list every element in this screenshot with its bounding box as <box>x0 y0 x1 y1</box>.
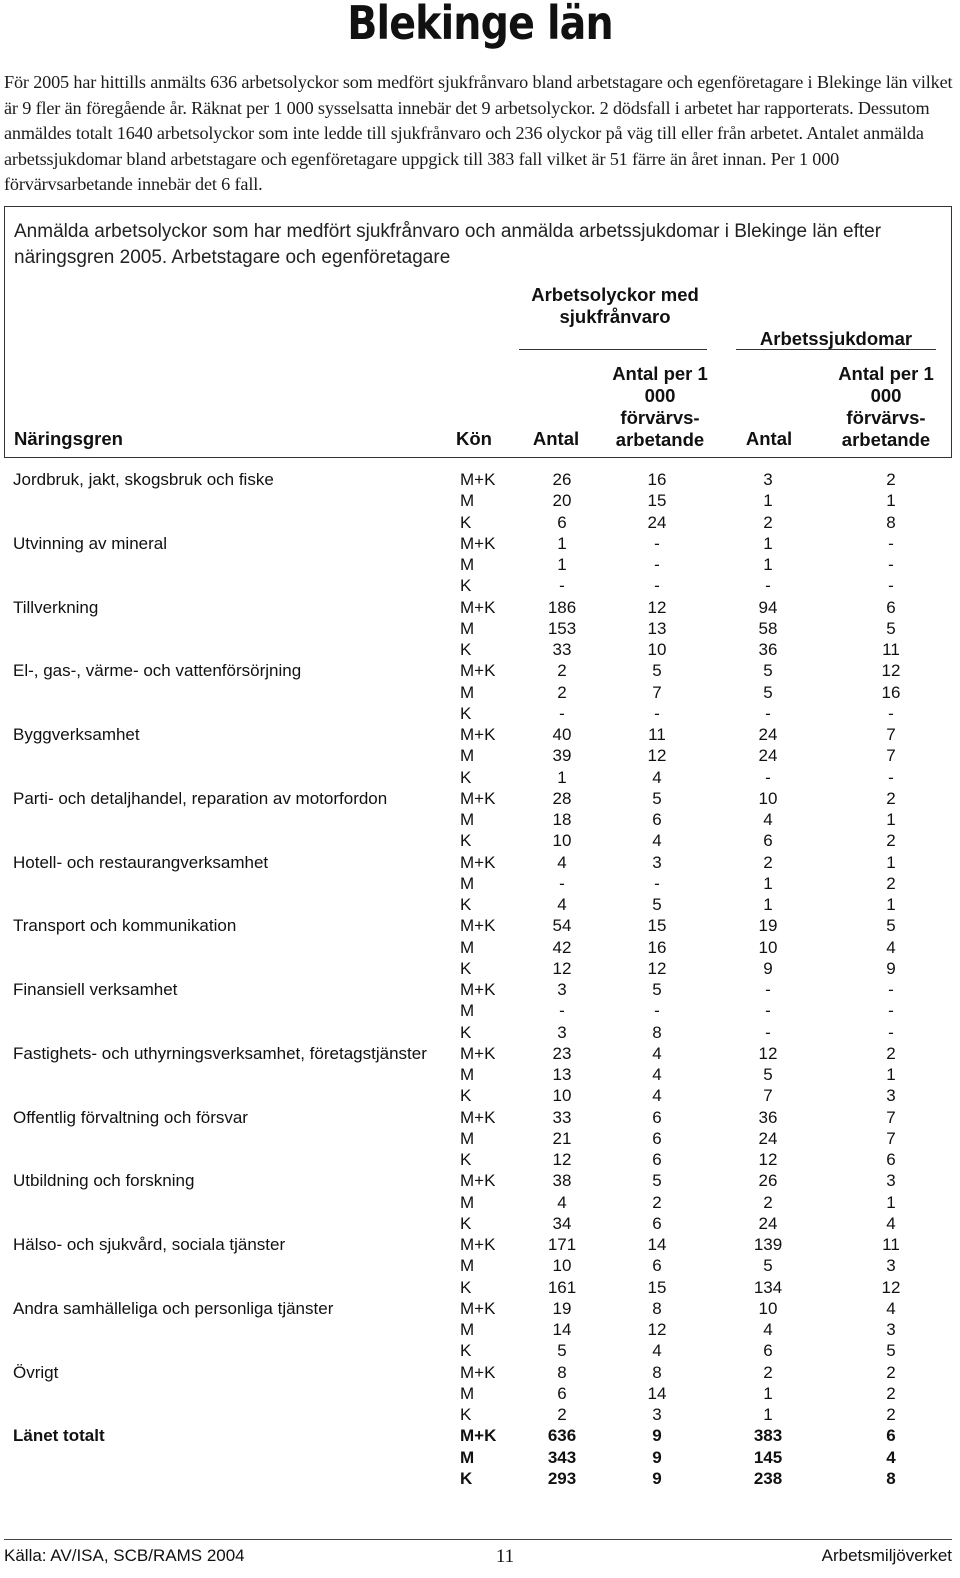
header-naringsgren: Näringsgren <box>14 428 123 449</box>
cell-kon: K <box>460 1022 472 1042</box>
cell-kon: M+K <box>460 1107 496 1127</box>
header-rule-arbetssjukdomar <box>736 349 936 350</box>
cell-kon: M <box>460 1128 475 1148</box>
cell-kon: K <box>460 1277 472 1297</box>
cell-value: 4 <box>652 1065 662 1084</box>
intro-paragraph: För 2005 har hittills anmälts 636 arbetsolyckor som medfört sjukfrånvaro bland arbetstagare och egenföretagare i Blekinge län vilket är 9 fler än föregående år. Räknat per 1 000 sysselsatta innebär det 9 arbetsolyckor. 2 dödsfall i arbetet har rapporterats. Dessutom anmäldes totalt 1640 arbetsolyckor som inte ledde till sjukfrånvaro och 236 olyckor på väg till eller från arbetet. Antalet anmälda arbetssjukdomar bland arbetstagare och egenföretagare uppgick till 383 fall vilket är 51 färre än året innan. Per 1 000 förvärvsarbetande innebär det 6 fall. <box>4 72 953 194</box>
cell-value: - <box>559 703 565 723</box>
cell-value: 13 <box>647 618 667 638</box>
cell-value: 4 <box>652 767 662 787</box>
cell-value: 5 <box>763 1065 773 1084</box>
cell-kon: K <box>460 1341 472 1361</box>
cell-value: - <box>654 555 660 574</box>
cell-kon: K <box>460 1405 472 1424</box>
cell-value: - <box>654 533 660 553</box>
cell-value: - <box>765 767 771 787</box>
cell-value: 12 <box>552 1150 572 1169</box>
cell-value: 4 <box>763 1320 773 1339</box>
cell-value: 11 <box>648 725 666 744</box>
cell-value: 7 <box>652 682 662 702</box>
cell-value: 293 <box>547 1468 577 1488</box>
header-kon: Kön <box>456 428 492 449</box>
row-label: Hälso- och sjukvård, sociala tjänster <box>13 1235 286 1254</box>
cell-value: 4 <box>652 831 662 851</box>
cell-value: - <box>559 873 565 893</box>
cell-value: 2 <box>886 1405 896 1424</box>
cell-value: 2 <box>886 1383 896 1403</box>
cell-value: 5 <box>886 618 896 638</box>
cell-value: 1 <box>886 1065 896 1084</box>
cell-value: 6 <box>763 1341 773 1361</box>
cell-value: - <box>888 767 894 787</box>
cell-value: 4 <box>763 810 773 829</box>
cell-value: 9 <box>652 1426 662 1446</box>
cell-value: 33 <box>552 1107 572 1127</box>
cell-value: 4 <box>886 937 896 957</box>
cell-kon: M <box>460 1383 475 1403</box>
cell-value: - <box>765 1001 771 1021</box>
cell-value: 24 <box>758 1128 778 1148</box>
cell-value: 5 <box>652 788 662 808</box>
cell-value: 383 <box>753 1426 783 1446</box>
cell-kon: M+K <box>460 1235 496 1254</box>
cell-value: 1 <box>763 555 773 574</box>
footer-rule <box>4 1539 952 1540</box>
cell-value: 9 <box>652 1468 662 1488</box>
cell-value: 2 <box>886 873 896 893</box>
cell-value: 26 <box>758 1171 778 1191</box>
cell-value: 6 <box>886 597 896 617</box>
cell-value: 12 <box>647 746 667 766</box>
cell-kon: M <box>460 618 475 638</box>
cell-value: 11 <box>882 1235 900 1254</box>
cell-value: - <box>654 576 660 596</box>
cell-value: 5 <box>652 980 662 999</box>
cell-value: 5 <box>763 661 773 681</box>
cell-kon: M <box>460 873 475 893</box>
cell-kon: K <box>460 640 472 659</box>
cell-value: 1 <box>763 491 773 511</box>
header-rule-arbetsolyckor <box>519 349 707 350</box>
cell-kon: M+K <box>460 1171 496 1191</box>
cell-kon: M+K <box>460 725 496 744</box>
cell-value: 12 <box>758 1043 778 1063</box>
cell-value: 6 <box>763 831 773 851</box>
cell-value: 5 <box>763 682 773 702</box>
cell-value: 16 <box>647 937 667 957</box>
cell-value: 7 <box>886 1128 896 1148</box>
cell-value: 18 <box>552 810 572 829</box>
cell-value: - <box>765 703 771 723</box>
cell-value: 28 <box>552 788 572 808</box>
page-title: Blekinge län <box>347 0 613 50</box>
cell-kon: M+K <box>460 661 496 681</box>
cell-value: 11 <box>882 640 900 659</box>
cell-kon: M+K <box>460 1426 497 1446</box>
cell-value: 5 <box>886 916 896 936</box>
cell-value: 8 <box>557 1362 567 1382</box>
cell-value: 3 <box>652 852 662 872</box>
cell-value: 36 <box>758 640 778 659</box>
cell-value: 3 <box>886 1320 896 1339</box>
cell-kon: K <box>460 767 472 787</box>
cell-value: 15 <box>647 916 667 936</box>
cell-value: 2 <box>886 1043 896 1063</box>
cell-value: 1 <box>886 1192 896 1212</box>
cell-value: 1 <box>763 533 773 553</box>
cell-value: 36 <box>758 1107 778 1127</box>
cell-kon: M+K <box>460 597 496 617</box>
cell-value: 4 <box>886 1447 896 1467</box>
cell-value: - <box>888 703 894 723</box>
cell-value: 9 <box>763 958 773 978</box>
cell-value: 4 <box>886 1298 896 1318</box>
cell-kon: M <box>460 746 475 766</box>
cell-value: 343 <box>547 1447 577 1467</box>
cell-value: 3 <box>557 1022 567 1042</box>
cell-value: 12 <box>647 1320 667 1339</box>
cell-value: 4 <box>557 852 567 872</box>
cell-kon: M <box>460 491 475 511</box>
row-label: Tillverkning <box>13 597 99 617</box>
cell-value: 6 <box>652 1128 662 1148</box>
cell-value: 2 <box>763 852 773 872</box>
header-group-arbetssjukdomar: Arbetssjukdomar <box>759 328 913 349</box>
cell-value: 2 <box>652 1192 662 1212</box>
cell-kon: M <box>460 555 475 574</box>
cell-value: 10 <box>758 1298 778 1318</box>
header-per1000-sjukdomar: Antal per 1 000 förvärvs-arbetande <box>838 363 934 450</box>
cell-value: - <box>888 1001 894 1021</box>
cell-value: 12 <box>881 661 901 681</box>
cell-value: 5 <box>763 1256 773 1276</box>
cell-value: 12 <box>647 958 667 978</box>
cell-value: - <box>888 980 894 999</box>
cell-value: 1 <box>557 767 567 787</box>
row-label: Hotell- och restaurangverksamhet <box>13 852 269 872</box>
cell-value: 2 <box>763 1362 773 1382</box>
cell-value: 8 <box>886 1468 896 1488</box>
footer-publisher: Arbetsmiljöverket <box>821 1546 952 1565</box>
cell-value: 24 <box>758 746 778 766</box>
cell-value: 2 <box>557 682 567 702</box>
header-antal-olyckor: Antal <box>532 428 580 449</box>
row-label: El-, gas-, värme- och vattenförsörjning <box>13 661 302 681</box>
cell-value: 238 <box>753 1468 783 1488</box>
cell-value: 5 <box>652 661 662 681</box>
cell-value: - <box>888 1022 894 1042</box>
cell-value: 20 <box>552 491 572 511</box>
cell-value: 171 <box>547 1235 577 1254</box>
cell-value: 5 <box>652 1171 662 1191</box>
cell-value: 10 <box>552 1086 572 1106</box>
cell-kon: M <box>460 1447 475 1467</box>
cell-value: - <box>888 576 894 596</box>
cell-kon: K <box>460 1213 472 1233</box>
cell-value: 2 <box>557 661 567 681</box>
cell-value: 10 <box>758 937 778 957</box>
cell-kon: K <box>460 831 472 851</box>
cell-value: 12 <box>552 958 572 978</box>
cell-value: 8 <box>886 512 896 532</box>
cell-kon: M+K <box>460 980 496 999</box>
cell-value: 19 <box>758 916 778 936</box>
row-label: Byggverksamhet <box>13 725 140 744</box>
cell-value: 4 <box>652 1341 662 1361</box>
page-number: 11 <box>495 1546 515 1567</box>
row-label: Länet totalt <box>13 1426 105 1446</box>
cell-value: 2 <box>886 788 896 808</box>
cell-value: 1 <box>886 491 896 511</box>
cell-value: 4 <box>652 1086 662 1106</box>
cell-value: 7 <box>763 1086 773 1106</box>
cell-value: 7 <box>886 746 896 766</box>
cell-kon: M <box>460 682 475 702</box>
cell-value: 161 <box>547 1277 577 1297</box>
row-label: Finansiell verksamhet <box>13 980 178 999</box>
cell-value: - <box>888 555 894 574</box>
cell-value: 9 <box>886 958 896 978</box>
cell-value: 6 <box>886 1150 896 1169</box>
cell-kon: M+K <box>460 1298 496 1318</box>
cell-value: 3 <box>886 1086 896 1106</box>
row-label: Utvinning av mineral <box>13 533 168 553</box>
cell-value: - <box>765 576 771 596</box>
cell-value: 10 <box>552 1256 572 1276</box>
cell-value: 19 <box>552 1298 572 1318</box>
cell-value: 5 <box>652 895 662 914</box>
cell-value: 6 <box>652 1150 662 1169</box>
cell-value: 12 <box>758 1150 778 1169</box>
header-per1000-olyckor: Antal per 1 000 förvärvs-arbetande <box>612 363 708 450</box>
row-label: Övrigt <box>13 1362 59 1382</box>
cell-value: 26 <box>552 470 572 489</box>
cell-value: 39 <box>552 746 572 766</box>
cell-kon: K <box>460 895 472 914</box>
cell-value: 186 <box>547 597 577 617</box>
cell-value: 40 <box>552 725 572 744</box>
cell-value: 153 <box>547 618 577 638</box>
cell-kon: K <box>460 703 472 723</box>
cell-value: 13 <box>552 1065 572 1084</box>
cell-value: 8 <box>652 1298 662 1318</box>
cell-kon: M <box>460 1065 475 1084</box>
cell-value: 2 <box>886 470 896 489</box>
cell-value: 14 <box>552 1320 572 1339</box>
cell-value: 2 <box>886 831 896 851</box>
cell-value: 4 <box>652 1043 662 1063</box>
cell-value: 2 <box>886 1362 896 1382</box>
cell-value: 14 <box>647 1383 667 1403</box>
cell-value: 24 <box>758 1213 778 1233</box>
cell-kon: M+K <box>460 916 496 936</box>
cell-value: 10 <box>647 640 667 659</box>
cell-value: 7 <box>886 1107 896 1127</box>
header-group-arbetsolyckor: Arbetsolyckor med sjukfrånvaro <box>531 284 699 327</box>
cell-value: 8 <box>652 1022 662 1042</box>
cell-value: 10 <box>552 831 572 851</box>
cell-value: 139 <box>753 1235 783 1254</box>
cell-value: 1 <box>557 555 567 574</box>
table-title: Anmälda arbetsolyckor som har medfört sjukfrånvaro och anmälda arbetssjukdomar i Blekinge län efter näringsgren 2005. Arbetstagare och egenföretagare <box>14 221 882 268</box>
cell-value: 23 <box>552 1043 572 1063</box>
cell-kon: M+K <box>460 533 496 553</box>
cell-value: 14 <box>647 1235 667 1254</box>
row-label: Andra samhälleliga och personliga tjänster <box>13 1298 334 1318</box>
row-label: Fastighets- och uthyrningsverksamhet, företagstjänster <box>13 1043 427 1063</box>
cell-value: 54 <box>552 916 572 936</box>
cell-value: 5 <box>886 1341 896 1361</box>
cell-value: 3 <box>652 1405 662 1424</box>
cell-value: 2 <box>557 1405 567 1424</box>
cell-value: 94 <box>758 597 778 617</box>
cell-value: 6 <box>557 1383 567 1403</box>
cell-value: 2 <box>763 1192 773 1212</box>
cell-value: 42 <box>552 937 572 957</box>
cell-value: 12 <box>881 1277 901 1297</box>
cell-value: - <box>765 1022 771 1042</box>
cell-value: 15 <box>647 1277 667 1297</box>
row-label: Utbildning och forskning <box>13 1171 195 1191</box>
footer-source: Källa: AV/ISA, SCB/RAMS 2004 <box>4 1546 245 1565</box>
cell-value: 7 <box>886 725 896 744</box>
cell-kon: K <box>460 512 472 532</box>
cell-value: 16 <box>647 470 667 489</box>
cell-value: - <box>654 703 660 723</box>
cell-value: 636 <box>547 1426 577 1446</box>
cell-value: 2 <box>763 512 773 532</box>
cell-value: 6 <box>652 1256 662 1276</box>
cell-value: 1 <box>763 1383 773 1403</box>
cell-kon: K <box>460 576 472 596</box>
cell-kon: K <box>460 1086 472 1106</box>
cell-value: 1 <box>763 1405 773 1424</box>
cell-value: 12 <box>647 597 667 617</box>
cell-value: 4 <box>886 1213 896 1233</box>
row-label: Offentlig förvaltning och försvar <box>13 1107 248 1127</box>
cell-value: 134 <box>753 1277 783 1297</box>
cell-kon: M+K <box>460 1362 496 1382</box>
cell-value: 6 <box>652 810 662 829</box>
cell-value: 1 <box>886 852 896 872</box>
cell-kon: M <box>460 1320 475 1339</box>
cell-value: 4 <box>557 895 567 914</box>
cell-value: 9 <box>652 1447 662 1467</box>
cell-kon: M+K <box>460 1043 496 1063</box>
cell-value: - <box>765 980 771 999</box>
cell-value: 6 <box>886 1426 896 1446</box>
cell-kon: M <box>460 1256 475 1276</box>
cell-kon: K <box>460 958 472 978</box>
cell-value: 1 <box>763 873 773 893</box>
cell-value: 6 <box>557 512 567 532</box>
cell-kon: M <box>460 810 475 829</box>
cell-value: 16 <box>881 682 901 702</box>
cell-value: - <box>559 576 565 596</box>
cell-value: 6 <box>652 1213 662 1233</box>
cell-value: 24 <box>647 512 667 532</box>
cell-value: 8 <box>652 1362 662 1382</box>
cell-value: 38 <box>552 1171 572 1191</box>
cell-value: - <box>654 1001 660 1021</box>
row-label: Parti- och detaljhandel, reparation av motorfordon <box>13 788 388 808</box>
row-label: Transport och kommunikation <box>13 916 237 936</box>
cell-value: 1 <box>886 810 896 829</box>
cell-kon: M+K <box>460 788 496 808</box>
row-label: Jordbruk, jakt, skogsbruk och fiske <box>13 470 274 489</box>
cell-value: 33 <box>552 640 572 659</box>
cell-value: 145 <box>753 1447 783 1467</box>
cell-value: 3 <box>557 980 567 999</box>
cell-value: 6 <box>652 1107 662 1127</box>
cell-kon: K <box>460 1150 472 1169</box>
cell-value: 1 <box>886 895 896 914</box>
cell-value: 21 <box>552 1128 572 1148</box>
cell-value: 1 <box>763 895 773 914</box>
cell-kon: M+K <box>460 852 496 872</box>
cell-kon: M <box>460 1001 475 1021</box>
cell-kon: M+K <box>460 470 496 489</box>
cell-value: 15 <box>647 491 667 511</box>
cell-value: 3 <box>763 470 773 489</box>
cell-kon: M <box>460 937 475 957</box>
cell-value: 3 <box>886 1256 896 1276</box>
cell-value: - <box>559 1001 565 1021</box>
cell-value: 24 <box>758 725 778 744</box>
cell-value: 5 <box>557 1341 567 1361</box>
cell-value: - <box>654 873 660 893</box>
cell-kon: K <box>460 1468 473 1488</box>
header-antal-sjukdomar: Antal <box>745 428 793 449</box>
cell-value: 10 <box>758 788 778 808</box>
cell-kon: M <box>460 1192 475 1212</box>
cell-value: 4 <box>557 1192 567 1212</box>
cell-value: 34 <box>552 1213 572 1233</box>
cell-value: 3 <box>886 1171 896 1191</box>
cell-value: 1 <box>557 533 567 553</box>
cell-value: 58 <box>758 618 778 638</box>
cell-value: - <box>888 533 894 553</box>
